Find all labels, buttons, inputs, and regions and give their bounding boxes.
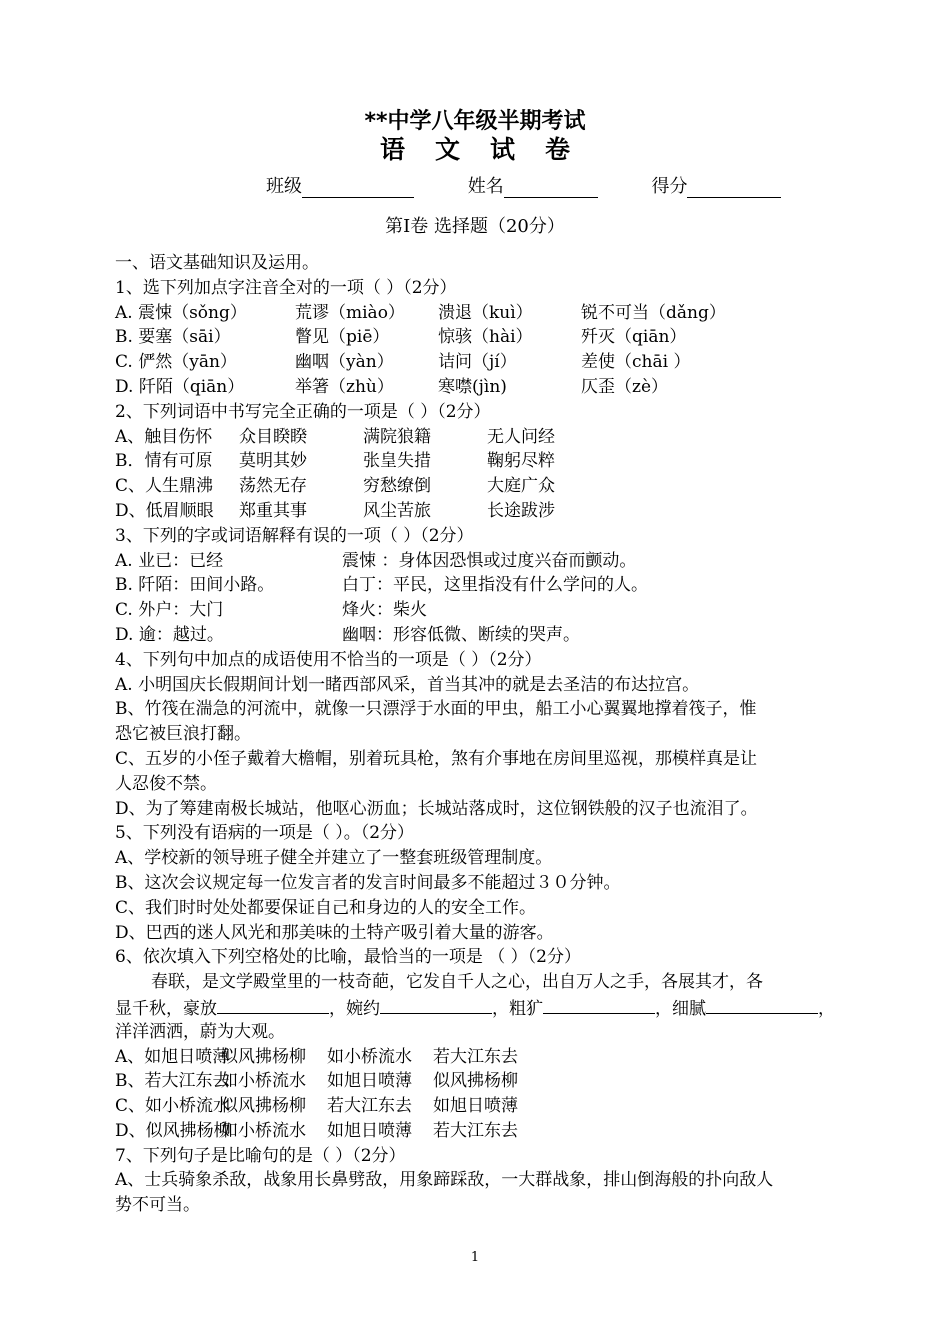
text-line: 洋洋洒洒，蔚为大观。 [115,1021,285,1042]
option-d: 无人问经 [487,426,555,447]
option-c: 诘问（jí） [438,352,517,373]
text-line: D、为了筹建南极长城站，他呕心沥血；长城站落成时，这位钢铁般的汉子也流泪了。 [115,798,758,819]
subject-title: 语文试卷 [379,135,600,164]
section-title: 第Ⅰ卷 选择题（20分） [385,216,565,237]
option-b: 举箸（zhù） [295,376,394,397]
text-line: 势不可当。 [115,1195,200,1216]
option-c: 惊骇（hài） [438,327,533,348]
option-c: 寒噤(jìn) [438,376,507,397]
option-c: 如旭日喷薄 [327,1120,412,1141]
option-a: D、低眉顺眼 [115,500,214,521]
option-b: 似风拂杨柳 [221,1046,306,1067]
option-d: 大庭广众 [487,476,555,497]
answer-blank[interactable] [706,995,818,1014]
question-body [115,251,835,1218]
option-d: 似风拂杨柳 [433,1071,518,1092]
option-a: B、若大江东去 [115,1071,230,1092]
option-b: 幽咽：形容低微、断续的哭声。 [342,624,580,645]
option-d: 长途跋涉 [487,500,555,521]
option-b: 似风拂杨柳 [221,1096,306,1117]
page-number: 1 [470,1250,480,1265]
option-b: 烽火：柴火 [342,600,427,621]
fill-in-line [115,995,835,1020]
fill-text: ，细腻 [655,998,706,1019]
text-line: 春联，是文学殿堂里的一枝奇葩，它发自千人之心，出自万人之手，各展其才，各 [151,972,763,993]
option-d: 锐不可当（dǎng） [581,302,726,323]
option-b: 郑重其事 [239,500,307,521]
option-b: 众目睽睽 [239,426,307,447]
option-c: 如小桥流水 [327,1046,412,1067]
name-label: 姓名 [467,176,504,197]
option-row [115,1094,825,1119]
text-line: A. 小明国庆长假期间计划一睹西部风采，首当其冲的就是去圣洁的布达拉宫。 [115,674,700,695]
option-row [115,325,825,350]
text-line: 4、下列句中加点的成语使用不恰当的一项是（ ）（2分） [115,649,542,670]
option-b: 白丁：平民，这里指没有什么学问的人。 [342,575,648,596]
score-label: 得分 [651,176,688,197]
option-row [115,301,825,326]
text-line: C、我们时时处处都要保证自己和身边的人的安全工作。 [115,897,537,918]
option-row [115,1069,825,1094]
text-line: 一、语文基础知识及运用。 [115,253,319,273]
option-d: 若大江东去 [433,1046,518,1067]
option-c: 满院狼籍 [363,426,431,447]
answer-blank[interactable] [217,995,329,1014]
option-row [115,425,825,450]
text-line: A、士兵骑象杀敌，战象用长鼻劈敌，用象蹄踩敌，一大群战象，排山倒海般的扑向敌人 [115,1170,774,1191]
option-a: A、如旭日喷薄 [115,1046,230,1067]
option-d: 差使（chāi ） [581,352,691,373]
option-b: 瞥见（piē） [295,327,390,348]
text-line: 7、下列句子是比喻句的是（ ）（2分） [115,1145,406,1166]
option-a: D. 逾：越过。 [115,624,224,645]
option-b: 荡然无存 [239,476,307,497]
option-a: C、如小桥流水 [115,1096,231,1117]
class-field[interactable] [302,177,414,198]
option-c: 若大江东去 [327,1096,412,1117]
text-line: 2、下列词语中书写完全正确的一项是（ ）（2分） [115,401,491,422]
answer-blank[interactable] [543,995,655,1014]
score-field[interactable] [687,177,781,198]
option-row [115,375,825,400]
fill-text: ， [818,998,835,1019]
text-line: B、这次会议规定每一位发言者的发言时间最多不能超过３０分钟。 [115,872,621,893]
text-line: 5、下列没有语病的一项是（ ）。（2分） [115,823,415,844]
class-label: 班级 [266,176,302,197]
student-info-row [266,172,781,198]
option-c: 如旭日喷薄 [327,1071,412,1092]
option-d: 歼灭（qiān） [581,327,687,348]
option-b: 如小桥流水 [221,1120,306,1141]
option-b: 莫明其妙 [239,451,307,472]
option-a: B. 阡陌：田间小路。 [115,575,275,596]
option-a: A. 业已：已经 [115,550,224,571]
option-b: 如小桥流水 [221,1071,306,1092]
option-d: 如旭日喷薄 [433,1096,518,1117]
fill-text: ，婉约 [329,998,380,1019]
text-line: 恐它被巨浪打翻。 [115,724,251,745]
option-row [115,350,825,375]
option-c: 穷愁缭倒 [363,476,431,497]
option-row [115,1119,825,1144]
option-row [115,449,825,474]
option-c: 风尘苦旅 [363,500,431,521]
option-a: D、似风拂杨柳 [115,1120,231,1141]
text-line: 1、选下列加点字注音全对的一项（ ）（2分） [115,277,457,298]
option-row [115,499,825,524]
option-a: C、人生鼎沸 [115,476,214,497]
option-b: 震悚 ：身体因恐惧或过度兴奋而颤动。 [342,550,637,571]
fill-text: 显千秋，豪放 [115,998,217,1019]
text-line: A、学校新的领导班子健全并建立了一整套班级管理制度。 [115,848,553,869]
option-row [115,598,825,623]
option-row [115,1045,825,1070]
text-line: B、竹筏在湍急的河流中，就像一只漂浮于水面的甲虫，船工小心翼翼地撑着筏子，惟 [115,699,757,720]
answer-blank[interactable] [380,995,492,1014]
option-row [115,549,825,574]
option-c: 溃退（kuì） [438,302,533,323]
option-a: B. 要塞（sāi） [115,327,231,348]
option-b: 幽咽（yàn） [295,352,394,373]
fill-text: ，粗犷 [492,998,543,1019]
option-c: 张皇失措 [363,451,431,472]
option-d: 鞠躬尽粹 [487,451,555,472]
option-a: A. 震悚（sǒng） [115,302,247,323]
text-line: C、五岁的小侄子戴着大檐帽，别着玩具枪，煞有介事地在房间里巡视，那模样真是让 [115,748,758,769]
option-a: A、触目伤怀 [115,426,213,447]
option-a: B．情有可原 [115,451,213,472]
option-a: C. 俨然（yān） [115,352,237,373]
name-field[interactable] [504,177,598,198]
option-row [115,623,825,648]
option-a: C. 外户：大门 [115,600,224,621]
exam-title: **中学八年级半期考试 [364,109,586,134]
text-line: 3、下列的字或词语解释有误的一项（ ）（2分） [115,525,474,546]
option-row [115,573,825,598]
option-d: 仄歪（zè） [581,376,669,397]
text-line: 人忍俊不禁。 [115,773,217,794]
option-d: 若大江东去 [433,1120,518,1141]
option-a: D. 阡陌（qiān） [115,376,245,397]
option-b: 荒谬（miào） [295,302,405,323]
option-row [115,474,825,499]
text-line: 6、依次填入下列空格处的比喻，最恰当的一项是 （ ）（2分） [115,947,581,968]
text-line: D、巴西的迷人风光和那美味的土特产吸引着大量的游客。 [115,922,554,943]
